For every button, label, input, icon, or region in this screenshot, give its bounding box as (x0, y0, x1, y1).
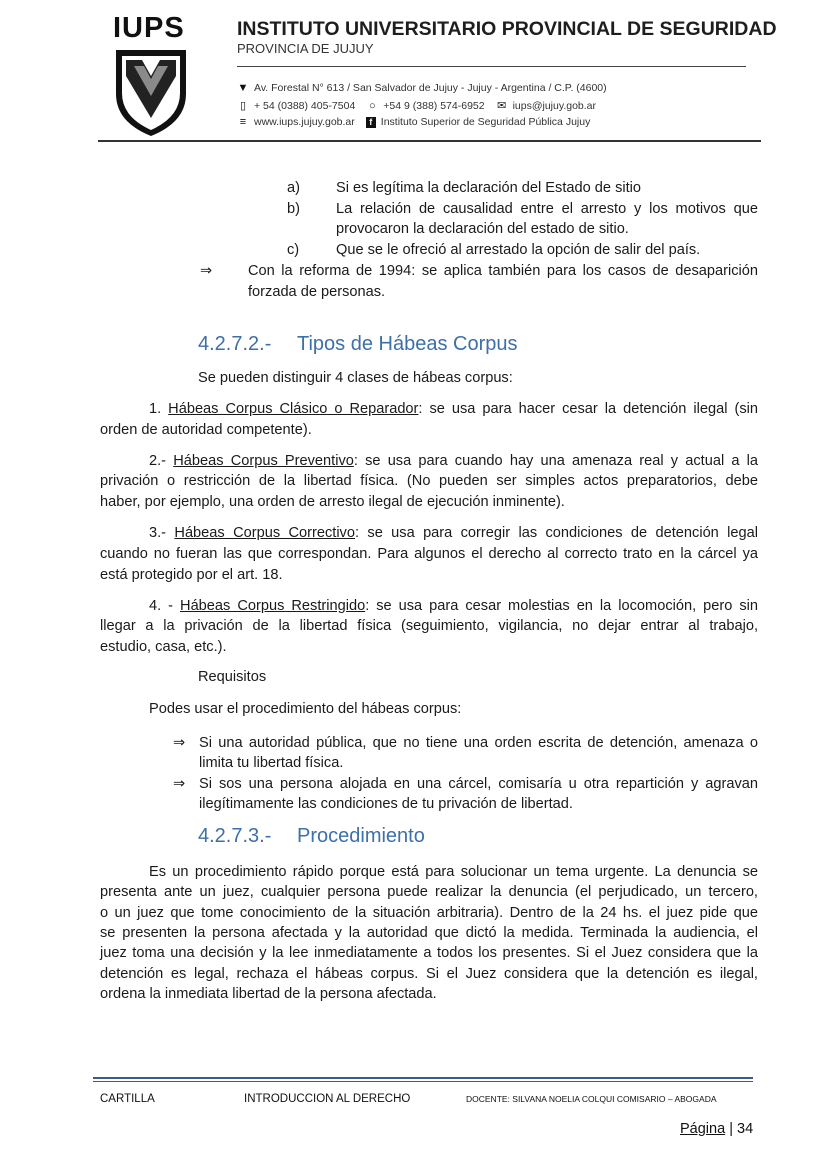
footer-rule-thin (93, 1081, 753, 1082)
proc-line6: detención es legal, rechaza el hábeas corpus. Si el Juez considera que la detención es ilegal, (100, 966, 758, 982)
header-bottom-rule (98, 140, 761, 142)
proc-line5: juez toma una decisión y la lee inmediatamente a todos los presentes. Si el Juez considera que la (100, 945, 758, 961)
list-marker-b: b) (287, 201, 300, 217)
p1-term: Hábeas Corpus Clásico o Reparador (168, 401, 419, 417)
podes-text: Podes usar el procedimiento del hábeas corpus: (149, 701, 462, 717)
list-item-c: Que se le ofreció al arrestado la opción de salir del país. (336, 242, 701, 258)
bullet2-line2: ilegítimamente las condiciones de tu privación de libertad. (199, 796, 573, 812)
email-text[interactable]: iups@jujuy.gob.ar (512, 99, 597, 112)
p2-line2: privación o restricción de la libertad física. (No pueden ser simples actos preparatorios, debe (100, 473, 758, 489)
institution-name: INSTITUTO UNIVERSITARIO PROVINCIAL DE SEGURIDAD (237, 18, 777, 40)
list-marker-a: a) (287, 180, 300, 196)
section-title-procedimiento: Procedimiento (297, 825, 425, 847)
phone-text: + 54 (0388) 405-7504 (254, 99, 356, 112)
p2-line1: 2.- Hábeas Corpus Preventivo: se usa para cuando hay una amenaza real y actual a la (149, 453, 759, 469)
phone-line (237, 99, 596, 112)
bullet1-line2: limita tu libertad física. (199, 755, 344, 771)
section-number-2: 4.2.7.3.- (198, 825, 272, 847)
facebook-text[interactable]: Instituto Superior de Seguridad Pública Jujuy (380, 116, 591, 128)
p4-term: Hábeas Corpus Restringido (180, 598, 366, 614)
p1-line2: orden de autoridad competente). (100, 422, 312, 438)
p4-line3: estudio, casa, etc.). (100, 639, 227, 655)
p3-line2: cuando no fueran las que correspondan. Para algunos el derecho al correcto trato en la cárcel ya (100, 546, 758, 562)
list-item-a: Si es legítima la declaración del Estado de sitio (336, 180, 642, 196)
p4-line1: 4. - Hábeas Corpus Restringido: se usa para cesar molestias en la locomoción, pero sin (149, 598, 759, 614)
proc-line2: presenta ante un juez, cualquier persona puede realizar la denuncia (el perjudicado, un tercero, (100, 884, 758, 900)
p3-line3: está protegido por el art. 18. (100, 567, 283, 583)
phone-icon: ▯ (239, 100, 247, 112)
header-divider (237, 66, 746, 67)
footer-rule (93, 1077, 753, 1079)
province-name: PROVINCIA DE JUJUY (237, 41, 374, 56)
shield-logo-icon (112, 46, 190, 138)
proc-line3: o un juez que tome conocimiento de la situación arbitraria). Dentro de la 24 hs. el juez pide que (100, 905, 758, 921)
address-text: Av. Forestal N° 613 / San Salvador de Jujuy - Jujuy - Argentina / C.P. (4600) (254, 82, 607, 94)
page-indicator (680, 1121, 753, 1137)
intro-text: Se pueden distinguir 4 clases de hábeas corpus: (198, 370, 513, 386)
list-item-b-line2: provocaron la declaración del estado de sitio. (336, 221, 629, 237)
location-pin-icon: ▼ (237, 82, 249, 94)
whatsapp-icon: ○ (368, 99, 376, 112)
proc-line1: Es un procedimiento rápido porque está para solucionar un tema urgente. La denuncia se (149, 864, 758, 880)
p2-term: Hábeas Corpus Preventivo (173, 453, 354, 469)
arrow-icon: ⇒ (173, 735, 186, 751)
p2-line3: haber, por ejemplo, una orden de arresto ilegal de ejecución inminente). (100, 494, 565, 510)
page-separator: | (729, 1121, 733, 1137)
footer-center: INTRODUCCION AL DERECHO (244, 1093, 411, 1105)
whatsapp-text: +54 9 (388) 574-6952 (383, 99, 485, 112)
p1-line1: 1. Hábeas Corpus Clásico o Reparador: se usa para hacer cesar la detención ilegal (sin (149, 401, 758, 417)
requisitos-label: Requisitos (198, 669, 267, 685)
reform-line2: forzada de personas. (248, 284, 386, 300)
list-marker-c: c) (287, 242, 300, 258)
bullet1-line1: Si una autoridad pública, que no tiene una orden escrita de detención, amenaza o (199, 735, 758, 751)
footer-left: CARTILLA (100, 1093, 155, 1105)
bullet2-line1: Si sos una persona alojada en una cárcel, comisaría u otra repartición y agravan (199, 776, 758, 792)
website-text[interactable]: www.iups.jujuy.gob.ar (254, 116, 355, 128)
p3-term: Hábeas Corpus Correctivo (174, 525, 355, 541)
facebook-icon: f (366, 117, 376, 128)
web-line (237, 116, 590, 128)
p3-line1: 3.- Hábeas Corpus Correctivo: se usa para corregir las condiciones de detención legal (149, 525, 758, 541)
arrow-icon: ⇒ (173, 776, 186, 792)
p4-line2: llegar a la privación de la libertad física (seguimiento, vigilancia, no dejar entrar al trabajo, (100, 618, 758, 634)
email-icon: ✉ (496, 100, 507, 112)
footer-right: DOCENTE: SILVANA NOELIA COLQUI COMISARIO – ABOGADA (466, 1094, 717, 1104)
reform-line1: Con la reforma de 1994: se aplica también para los casos de desaparición (248, 263, 758, 279)
logo-text: IUPS (113, 12, 185, 44)
list-item-b-line1: La relación de causalidad entre el arresto y los motivos que (336, 201, 758, 217)
section-number-1: 4.2.7.2.- (198, 333, 272, 355)
proc-line7: ordena la inmediata libertad de la persona afectada. (100, 986, 437, 1002)
address-line (237, 82, 607, 94)
proc-line4: se presenten la persona afectada y la autoridad que dictó la medida. Terminada la audiencia, el (100, 925, 758, 941)
web-icon: ≡ (239, 116, 247, 128)
arrow-icon: ⇒ (200, 263, 213, 279)
page-number: 34 (737, 1121, 754, 1137)
page-label: Página (680, 1121, 726, 1137)
section-title-tipos: Tipos de Hábeas Corpus (297, 333, 518, 355)
